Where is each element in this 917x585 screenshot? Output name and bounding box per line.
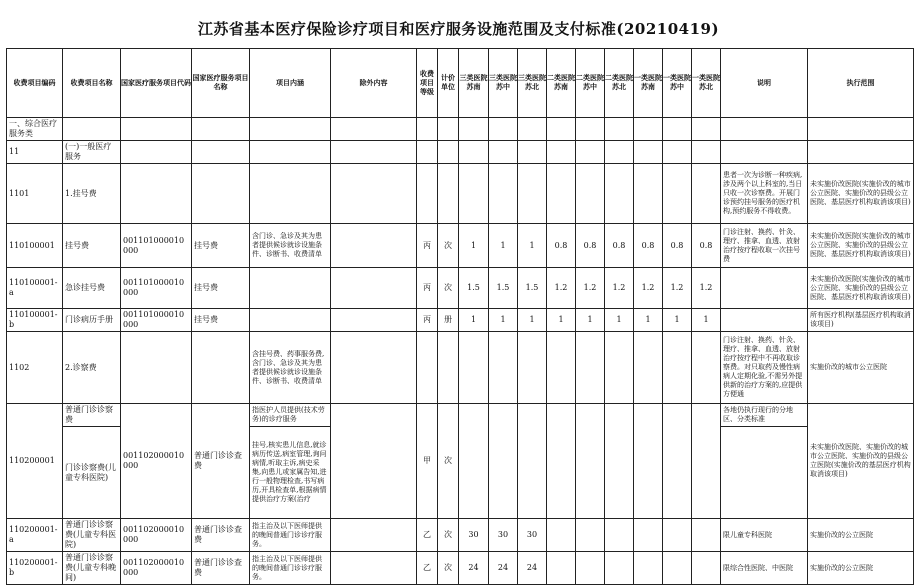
header-row xyxy=(7,49,914,118)
cell-code: 110100001 xyxy=(7,224,63,268)
cell-content: 挂号,核实患儿信息,就诊病历传送,病室管理,询问病情,听取主诉,病史采集,向患儿或家属告知,进行一般物理检查,书写病历,开具检查单,根据病情提供治疗方案(治疗 xyxy=(250,427,331,519)
table-row xyxy=(7,332,914,404)
cell-content: 含门诊、急诊及其为患者提供候诊就诊设施条件、诊断书、收费清单 xyxy=(250,224,331,268)
cell-unit: 次 xyxy=(438,519,459,552)
cell-name: 门诊病历手册 xyxy=(63,309,121,332)
col-header: 一类医院苏南 xyxy=(634,49,663,118)
cell-price: 1 xyxy=(518,309,547,332)
cell-content: 含挂号费、药事服务费,含门诊、急诊及其为患者提供候诊就诊设施条件、诊断书、收费清单 xyxy=(250,332,331,404)
cell-ncode: 001101000010000 xyxy=(121,224,192,268)
col-header: 收费项目等级 xyxy=(417,49,438,118)
cell-price: 1 xyxy=(634,309,663,332)
cell-name: (一)一般医疗服务 xyxy=(63,141,121,164)
col-header: 除外内容 xyxy=(331,49,417,118)
cell-unit: 次 xyxy=(438,224,459,268)
cell-price: 1 xyxy=(459,224,489,268)
cell-price: 1.2 xyxy=(605,268,634,309)
col-header: 三类医院苏北 xyxy=(518,49,547,118)
cell-price: 1.5 xyxy=(459,268,489,309)
fee-table xyxy=(6,48,914,585)
cell-code: 一、综合医疗服务类 xyxy=(7,118,63,141)
cell-content: 指主治及以下医师提供的晚间普通门诊诊疗服务。 xyxy=(250,552,331,585)
cell-ncode: 001101000010000 xyxy=(121,309,192,332)
col-header: 收费项目名称 xyxy=(63,49,121,118)
cell-unit: 次 xyxy=(438,552,459,585)
cell-name: 急诊挂号费 xyxy=(63,268,121,309)
page-title: 江苏省基本医疗保险诊疗项目和医疗服务设施范围及支付标准(20210419) xyxy=(197,20,720,38)
cell-price: 1 xyxy=(489,309,518,332)
cell-code: 110200001 xyxy=(7,404,63,519)
cell-scope: 实施价改的公立医院 xyxy=(808,519,914,552)
cell-code: 110100001-a xyxy=(7,268,63,309)
cell-grade: 乙 xyxy=(417,552,438,585)
cell-nname: 挂号费 xyxy=(192,224,250,268)
cell-grade: 甲 xyxy=(417,404,438,519)
col-header: 二类医院苏南 xyxy=(547,49,576,118)
col-header: 三类医院苏南 xyxy=(459,49,489,118)
cell-nname: 普通门诊诊查费 xyxy=(192,519,250,552)
table-row xyxy=(7,164,914,224)
cell-price: 1.2 xyxy=(692,268,721,309)
table-row xyxy=(7,141,914,164)
col-header: 项目内涵 xyxy=(250,49,331,118)
cell-nname: 普通门诊诊查费 xyxy=(192,552,250,585)
col-header: 说明 xyxy=(721,49,808,118)
cell-ncode: 001102000010000 xyxy=(121,552,192,585)
cell-note: 患者一次为诊断一种疾病,涉及两个以上科室的,当日只收一次诊察费。开展门诊预约挂号服务的医疗机构,预约服务不得收费。 xyxy=(721,164,808,224)
cell-price: 0.8 xyxy=(663,224,692,268)
cell-price: 1 xyxy=(459,309,489,332)
col-header: 国家医疗服务项目代码 xyxy=(121,49,192,118)
cell-price: 0.8 xyxy=(634,224,663,268)
col-header: 一类医院苏中 xyxy=(663,49,692,118)
cell-price: 1.5 xyxy=(518,268,547,309)
cell-price: 1 xyxy=(518,224,547,268)
cell-scope: 未实施价改医院(实施价改的城市公立医院、实施价改的县级公立医院、基层医疗机构取消该项目) xyxy=(808,164,914,224)
cell-price: 0.8 xyxy=(605,224,634,268)
cell-scope: 实施价改的公立医院 xyxy=(808,552,914,585)
cell-note: 门诊注射、换药、针灸、理疗、推拿、血透、放射治疗按疗程中不再收取诊察费。对只取药及慢性病病人定期化验,不需另外提供新的治疗方案的,应提供方便通 xyxy=(721,332,808,404)
cell-content: 指医护人员提供(技术劳务)的诊疗服务 xyxy=(250,404,331,427)
cell-price: 1.2 xyxy=(547,268,576,309)
col-header: 收费项目编码 xyxy=(7,49,63,118)
cell-ncode: 001101000010000 xyxy=(121,268,192,309)
table-row xyxy=(7,552,914,585)
col-header: 三类医院苏中 xyxy=(489,49,518,118)
cell-price: 1.2 xyxy=(663,268,692,309)
col-header: 二类医院苏北 xyxy=(605,49,634,118)
cell-name: 普通门诊诊察费 xyxy=(63,404,121,427)
table-row xyxy=(7,224,914,268)
cell-note: 限儿童专科医院 xyxy=(721,519,808,552)
cell-ncode: 001102000010000 xyxy=(121,404,192,519)
cell-price: 30 xyxy=(518,519,547,552)
cell-price: 1 xyxy=(692,309,721,332)
cell-nname: 挂号费 xyxy=(192,309,250,332)
cell-code: 1102 xyxy=(7,332,63,404)
cell-note: 各地仍执行现行的分地区、分类标准 xyxy=(721,404,808,427)
cell-content: 指主治及以下医师提供的晚间普通门诊诊疗服务。 xyxy=(250,519,331,552)
table-row xyxy=(7,404,914,427)
cell-price: 30 xyxy=(459,519,489,552)
cell-name: 门诊诊察费(儿童专科医院) xyxy=(63,427,121,519)
col-header: 二类医院苏中 xyxy=(576,49,605,118)
cell-code: 1101 xyxy=(7,164,63,224)
cell-price: 0.8 xyxy=(547,224,576,268)
cell-price: 1.2 xyxy=(634,268,663,309)
cell-unit: 册 xyxy=(438,309,459,332)
col-header: 国家医疗服务项目名称 xyxy=(192,49,250,118)
cell-grade: 丙 xyxy=(417,224,438,268)
cell-price: 0.8 xyxy=(692,224,721,268)
cell-price: 1.2 xyxy=(576,268,605,309)
cell-scope: 未实施价改医院(实施价改的城市公立医院、实施价改的县级公立医院、基层医疗机构取消该项目) xyxy=(808,268,914,309)
cell-name: 1.挂号费 xyxy=(63,164,121,224)
cell-note: 限综合性医院、中医院 xyxy=(721,552,808,585)
cell-code: 110200001-b xyxy=(7,552,63,585)
cell-unit: 次 xyxy=(438,404,459,519)
cell-price: 24 xyxy=(459,552,489,585)
cell-price: 1 xyxy=(576,309,605,332)
cell-scope: 未实施价改医院(实施价改的城市公立医院、实施价改的县级公立医院、基层医疗机构取消该项目) xyxy=(808,224,914,268)
cell-code: 110100001-b xyxy=(7,309,63,332)
table-row xyxy=(7,309,914,332)
cell-name: 普通门诊诊察费(儿童专科医院) xyxy=(63,519,121,552)
cell-grade: 丙 xyxy=(417,309,438,332)
col-header: 计价单位 xyxy=(438,49,459,118)
cell-scope: 所有医疗机构(基层医疗机构取消该项目) xyxy=(808,309,914,332)
cell-price: 0.8 xyxy=(576,224,605,268)
cell-ncode: 001102000010000 xyxy=(121,519,192,552)
cell-name: 普通门诊诊察费(儿童专科晚间) xyxy=(63,552,121,585)
cell-scope: 实施价改的城市公立医院 xyxy=(808,332,914,404)
table-row xyxy=(7,118,914,141)
cell-scope: 未实施价改医院、实施价改的城市公立医院、实施价改的县级公立医院(实施价改的基层医疗机构取消该项目) xyxy=(808,404,914,519)
cell-code: 110200001-a xyxy=(7,519,63,552)
cell-price: 1 xyxy=(663,309,692,332)
cell-price: 1 xyxy=(605,309,634,332)
col-header: 一类医院苏北 xyxy=(692,49,721,118)
cell-price: 1 xyxy=(489,224,518,268)
cell-grade: 乙 xyxy=(417,519,438,552)
cell-nname: 普通门诊诊查费 xyxy=(192,404,250,519)
cell-price: 24 xyxy=(489,552,518,585)
table-row xyxy=(7,519,914,552)
cell-nname: 挂号费 xyxy=(192,268,250,309)
table-row xyxy=(7,268,914,309)
cell-price: 1.5 xyxy=(489,268,518,309)
col-header: 执行范围 xyxy=(808,49,914,118)
cell-note: 门诊注射、换药、针灸、理疗、推拿、血透、放射治疗按疗程收取一次挂号费 xyxy=(721,224,808,268)
cell-name: 挂号费 xyxy=(63,224,121,268)
cell-price: 30 xyxy=(489,519,518,552)
cell-name: 2.诊察费 xyxy=(63,332,121,404)
cell-price: 24 xyxy=(518,552,547,585)
cell-price: 1 xyxy=(547,309,576,332)
cell-code: 11 xyxy=(7,141,63,164)
cell-grade: 丙 xyxy=(417,268,438,309)
cell-unit: 次 xyxy=(438,268,459,309)
